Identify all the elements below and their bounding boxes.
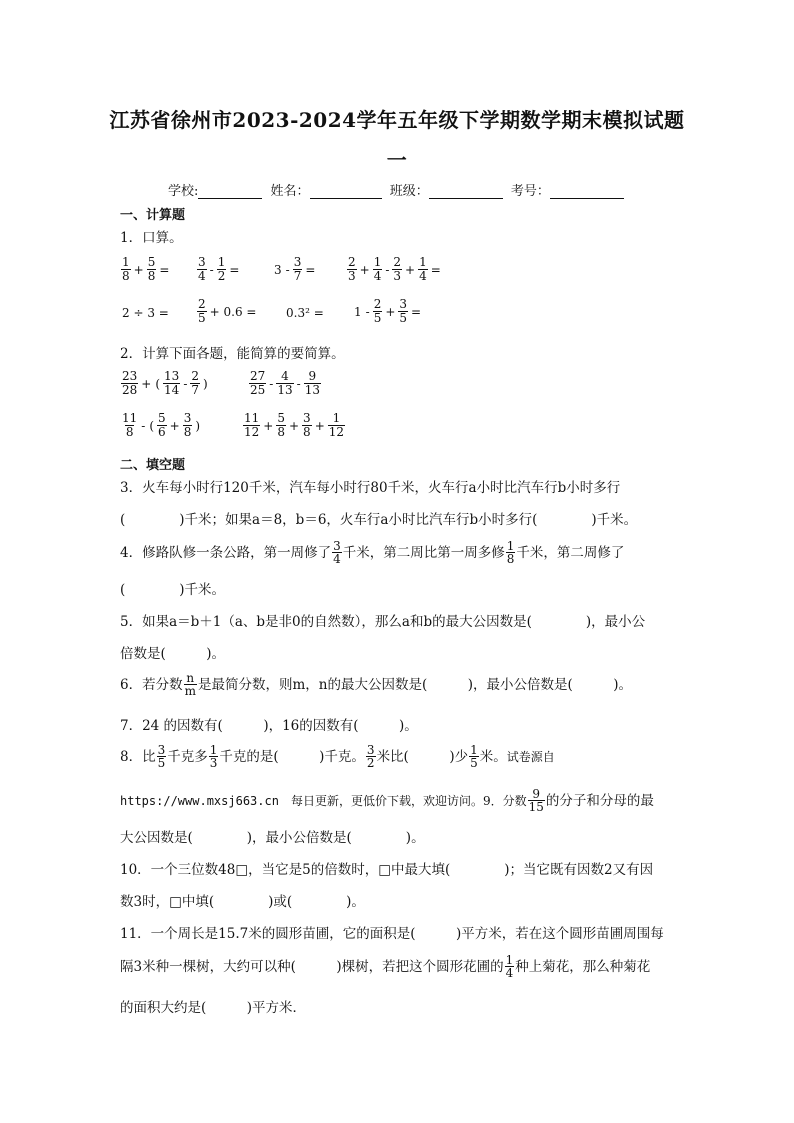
school-field[interactable]: [198, 184, 262, 199]
expr-1c: 3 - $\frac{3}{7}$ =: [274, 255, 316, 283]
question-1: 1．口算。: [120, 230, 183, 246]
fraction: $\frac{2}{3}$: [348, 255, 356, 283]
page-title-continued: 一: [386, 148, 408, 172]
fraction: n m: [184, 671, 196, 698]
expr-2c: $\frac{11}{8}$ - ( $\frac{5}{6}$ + $\frac{3}{8}$ ): [122, 411, 201, 439]
fraction: $\frac{1}{4}$: [373, 255, 382, 283]
source-note: 试卷源自: [506, 749, 555, 764]
fraction: $\frac{1}{2}$: [217, 255, 226, 283]
expr-1f: $\frac{2}{5}$ + 0.6 =: [198, 297, 257, 325]
question-3-line1: 3．火车每小时行120千米，汽车每小时行80千米，火车行a小时比汽车行b小时多行: [120, 480, 621, 496]
fraction: 3 5: [157, 743, 166, 770]
fraction: $\frac{5}{6}$: [158, 411, 166, 439]
fraction: $\frac{13}{14}$: [164, 369, 180, 397]
fraction: 1 8: [506, 539, 515, 566]
expr-2b: $\frac{27}{25}$ - $\frac{4}{13}$ - $\frac{9}{13}$: [250, 369, 320, 397]
question-11-line3: 的面积大约是( )平方米．: [120, 1000, 307, 1016]
number-label: 考号：: [510, 184, 550, 199]
school-label: 学校:: [168, 184, 199, 199]
fraction: 9 15: [528, 787, 544, 814]
fraction: $\frac{3}{4}$: [198, 255, 206, 283]
student-info-row: [168, 180, 628, 199]
fraction: $\frac{5}{8}$: [277, 411, 285, 439]
question-3-line2: ( )千米；如果a＝8，b＝6，火车行a小时比汽车行b小时多行( )千米。: [120, 512, 638, 528]
expr-1b: $\frac{3}{4}$ - $\frac{1}{2}$ =: [198, 255, 240, 283]
fraction: $\frac{23}{28}$: [122, 369, 138, 397]
question-10-line2: 数3时，□中填( )或( )。: [120, 894, 365, 910]
fraction: $\frac{3}{8}$: [183, 411, 192, 439]
fraction: $\frac{27}{25}$: [250, 369, 266, 397]
fraction: $\frac{1}{8}$: [122, 255, 130, 283]
fraction: 1 4: [505, 953, 514, 980]
expr-1d: $\frac{2}{3}$ + $\frac{1}{4}$ - $\frac{2}{3}$ + $\frac{1}{4}$ =: [348, 255, 441, 283]
expr-1g: 0.3² =: [286, 306, 324, 320]
section-heading-fill-in: 二、填空题: [120, 458, 186, 473]
fraction: $\frac{11}{12}$: [244, 411, 260, 439]
fraction: 1 3: [209, 743, 218, 770]
expr-1e: 2 ÷ 3 =: [122, 306, 169, 320]
question-7: 7．24 的因数有( )，16的因数有( )。: [120, 718, 418, 734]
class-field[interactable]: [429, 184, 503, 199]
fraction: $\frac{9}{13}$: [304, 369, 320, 397]
source-url-link[interactable]: https://www.mxsj663.cn: [120, 793, 279, 808]
section-heading-calculation: 一、计算题: [120, 208, 186, 223]
question-11-line2: 隔3米种一棵树，大约可以种( )棵树，若把这个圆形花圃的 1 4 种上菊花，那么种菊花: [120, 953, 651, 980]
question-5-line2: 倍数是( )。: [120, 646, 226, 662]
fraction: $\frac{11}{8}$: [122, 411, 138, 439]
question-9-line1: https://www.mxsj663.cn 每日更新，更低价下载，欢迎访问。9．分数 9 15 的分子和分母的最: [120, 787, 654, 814]
number-field[interactable]: [550, 184, 624, 199]
fraction: $\frac{3}{7}$: [293, 255, 302, 283]
question-11-line1: 11．一个周长是15.7米的圆形苗圃，它的面积是( )平方米，若在这个圆形苗圃周围每: [120, 926, 664, 942]
fraction: 3 4: [333, 539, 341, 566]
name-field[interactable]: [310, 184, 382, 199]
question-8: 8．比 3 5 千克多 1 3 千克的是( )千克。 3 2 米比( )少 1 5 米。 试卷源自: [120, 743, 555, 770]
expr-2a: $\frac{23}{28}$ + ( $\frac{13}{14}$ - $\frac{2}{7}$ ): [122, 369, 208, 397]
fraction: $\frac{2}{5}$: [198, 297, 206, 325]
expr-2d: $\frac{11}{12}$ + $\frac{5}{8}$ + $\frac{3}{8}$ + $\frac{1}{12}$: [244, 411, 345, 439]
fraction: $\frac{1}{4}$: [419, 255, 427, 283]
question-10-line1: 10．一个三位数48□，当它是5的倍数时，□中最大填( )；当它既有因数2又有因: [120, 862, 654, 878]
question-2: 2．计算下面各题，能简算的要简算。: [120, 346, 345, 362]
fraction: $\frac{3}{8}$: [303, 411, 311, 439]
fraction: $\frac{3}{5}$: [399, 297, 408, 325]
expr-1a: $\frac{1}{8}$ + $\frac{5}{8}$ =: [122, 255, 170, 283]
question-5-line1: 5．如果a＝b＋1（a、b是非0的自然数），那么a和b的最大公因数是( )，最小公: [120, 614, 646, 630]
question-6: 6．若分数 n m 是最简分数，则m，n的最大公因数是( )，最小公倍数是( )。: [120, 671, 633, 698]
fraction: $\frac{2}{3}$: [393, 255, 402, 283]
question-4-line2: ( )千米。: [120, 582, 226, 598]
question-4-line1: 4．修路队修一条公路，第一周修了 3 4 千米，第二周比第一周多修 1 8 千米，第二周修了: [120, 539, 625, 566]
fraction: $\frac{1}{12}$: [328, 411, 345, 439]
fraction: $\frac{2}{5}$: [373, 297, 382, 325]
question-9-line2: 大公因数是( )，最小公倍数是( )。: [120, 830, 425, 846]
fraction: 1 5: [470, 743, 478, 770]
name-label: 姓名：: [270, 184, 310, 199]
expr-1h: 1 - $\frac{2}{5}$ + $\frac{3}{5}$ =: [354, 297, 422, 325]
fraction: $\frac{4}{13}$: [277, 369, 293, 397]
class-label: 班级：: [389, 184, 429, 199]
page-title: 江苏省徐州市2023-2024学年五年级下学期数学期末模拟试题: [109, 108, 685, 132]
fraction: $\frac{2}{7}$: [191, 369, 200, 397]
fraction: $\frac{5}{8}$: [147, 255, 156, 283]
fraction: 3 2: [366, 743, 375, 770]
